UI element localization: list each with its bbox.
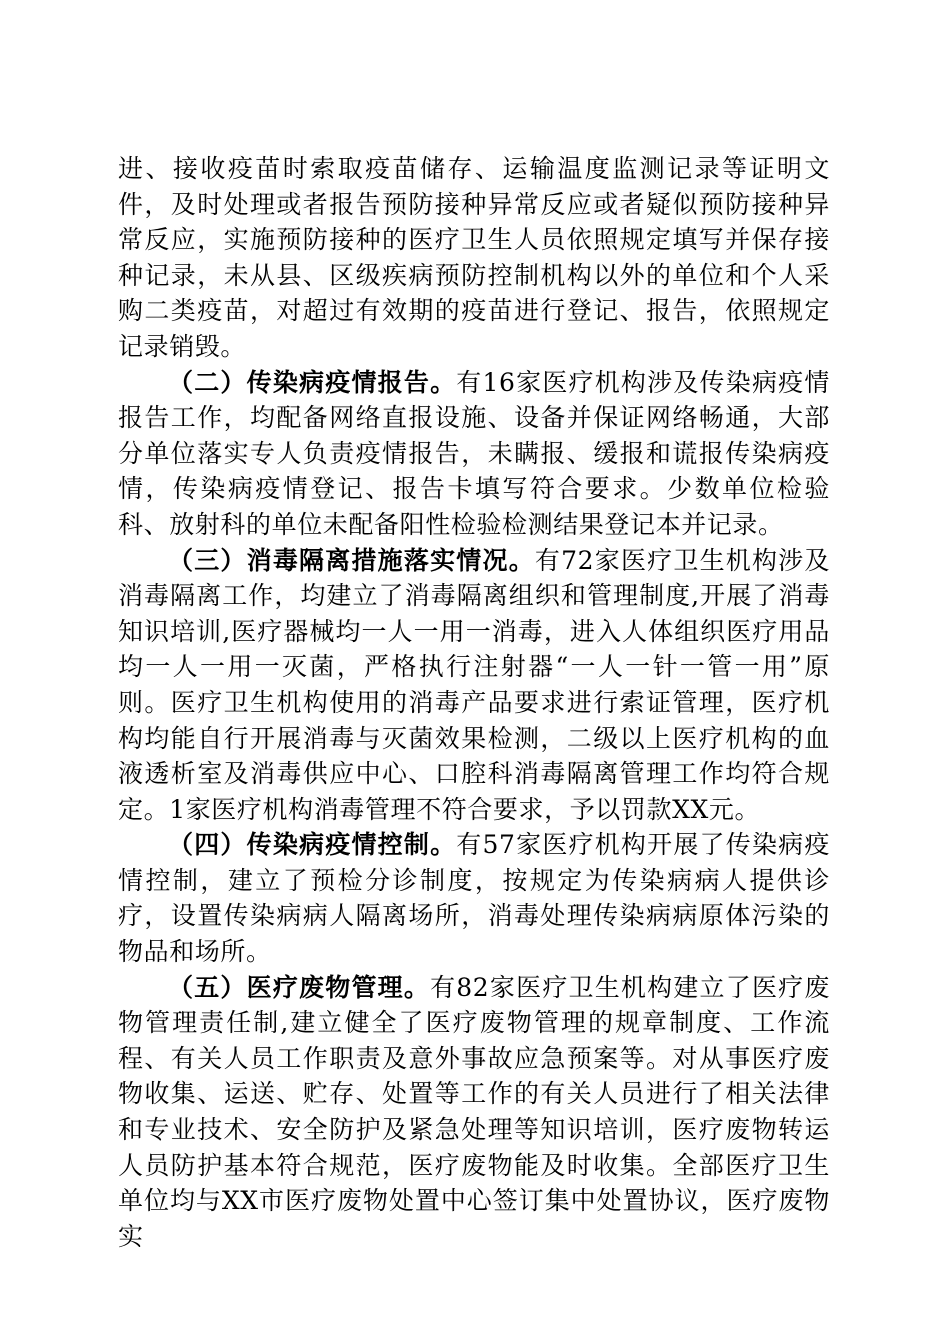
paragraph-body: 有57家医疗机构开展了传染病疫情控制，建立了预检分诊制度，按规定为传染病病人提供诊疗，设置传染病病人隔离场所，消毒处理传染病病原体污染的物品和场所。 — [118, 830, 830, 967]
section-heading: （四）传染病疫情控制。 — [168, 830, 457, 860]
paragraph-body: 有72家医疗卫生机构涉及消毒隔离工作，均建立了消毒隔离组织和管理制度,开展了消毒知识培训,医疗器械均一人一用一消毒，进入人体组织医疗用品均一人一用一灭菌，严格执行注射器“一人一针一管一用”原则。医疗卫生机构使用的消毒产品要求进行索证管理，医疗机构均能自行开展消毒与灭菌效果检测，二级以上医疗机构的血液透析室及消毒供应中心、口腔科消毒隔离管理工作均符合规定。1家医疗机构消毒管理不符合要求，予以罚款XX元。 — [118, 545, 830, 824]
paragraph-body: 有82家医疗卫生机构建立了医疗废物管理责任制,建立健全了医疗废物管理的规章制度、工作流程、有关人员工作职责及意外事故应急预案等。对从事医疗废物收集、运送、贮存、处置等工作的有关人员进行了相关法律和专业技术、安全防护及紧急处理等知识培训，医疗废物转运人员防护基本符合规范，医疗废物能及时收集。全部医疗卫生单位均与XX市医疗废物处置中心签订集中处置协议，医疗废物实 — [118, 972, 830, 1251]
section-heading: （五）医疗废物管理。 — [168, 972, 431, 1002]
section-heading: （二）传染病疫情报告。 — [168, 367, 457, 397]
paragraph-disinfection-isolation — [118, 543, 830, 828]
paragraph-medical-waste — [118, 970, 830, 1255]
paragraph-continuation — [118, 151, 830, 365]
paragraph-body: 进、接收疫苗时索取疫苗储存、运输温度监测记录等证明文件，及时处理或者报告预防接种异常反应或者疑似预防接种异常反应，实施预防接种的医疗卫生人员依照规定填写并保存接种记录，未从县、区级疾病预防控制机构以外的单位和个人采购二类疫苗，对超过有效期的疫苗进行登记、报告，依照规定记录销毁。 — [118, 154, 830, 361]
document-page — [118, 151, 830, 1254]
section-heading: （三）消毒隔离措施落实情况。 — [168, 545, 535, 575]
paragraph-body: 有16家医疗机构涉及传染病疫情报告工作，均配备网络直报设施、设备并保证网络畅通，大部分单位落实专人负责疫情报告，未瞒报、缓报和谎报传染病疫情，传染病疫情登记、报告卡填写符合要求。少数单位检验科、放射科的单位未配备阳性检验检测结果登记本并记录。 — [118, 367, 830, 539]
paragraph-epidemic-report — [118, 365, 830, 543]
paragraph-epidemic-control — [118, 827, 830, 969]
